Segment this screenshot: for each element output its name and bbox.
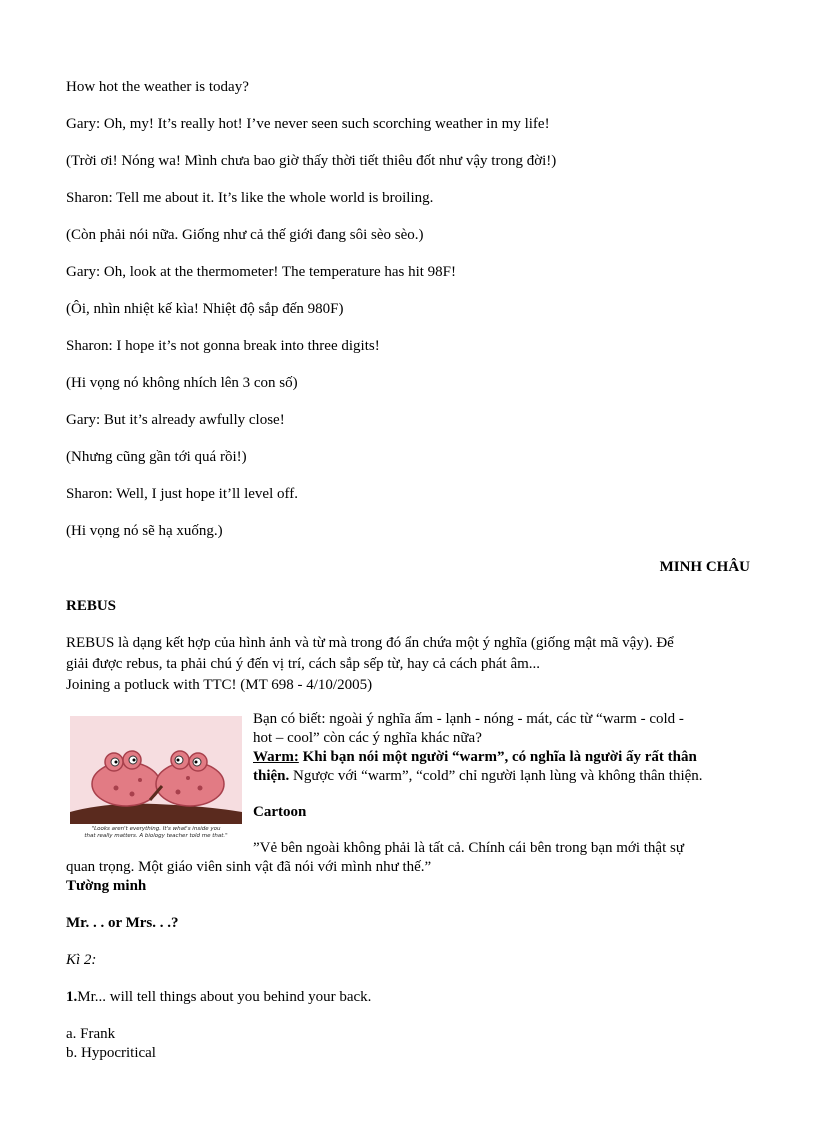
dialogue-line: Sharon: I hope it’s not gonna break into three digits! (66, 338, 380, 354)
dialogue-line: (Ôi, nhìn nhiệt kế kìa! Nhiệt độ sắp đến 980F) (66, 301, 344, 317)
did-you-know: hot – cool” còn các ý nghĩa khác nữa? (253, 730, 482, 746)
quiz-part: Kì 2: (66, 952, 97, 968)
cartoon-heading: Cartoon (253, 804, 307, 820)
warm-definition (253, 748, 697, 767)
quiz-option: a. Frank (66, 1026, 116, 1042)
author-signature: MINH CHÂU (659, 559, 750, 575)
dialogue-line: Gary: But it’s already awfully close! (66, 412, 285, 428)
dialogue-line: (Hi vọng nó không nhích lên 3 con số) (66, 375, 298, 391)
dialogue-line: (Hi vọng nó sẽ hạ xuống.) (66, 523, 223, 539)
dialogue-line: Sharon: Well, I just hope it’ll level off. (66, 486, 298, 502)
cartoon-caption: that really matters. A biology teacher told me that." (84, 833, 228, 839)
warm-bold-text: Khi bạn nói một người “warm”, có nghĩa là người ấy rất thân (298, 749, 697, 765)
cartoon-quote: quan trọng. Một giáo viên sinh vật đã nói với mình như thế.” (66, 859, 432, 875)
warm-definition (253, 767, 703, 786)
did-you-know: Bạn có biết: ngoài ý nghĩa ấm - lạnh - nóng - mát, các từ “warm - cold - (253, 711, 684, 727)
dialogue-line: (Còn phải nói nữa. Giống như cả thế giới đang sôi sèo sèo.) (66, 227, 424, 243)
cold-definition: Ngược với “warm”, “cold” chỉ người lạnh lùng và không thân thiện. (289, 768, 703, 784)
rebus-heading: REBUS (66, 598, 117, 614)
quiz-question (66, 988, 371, 1006)
dialogue-line: (Trời ơi! Nóng wa! Mình chưa bao giờ thấy thời tiết thiêu đốt như vậy trong đời!) (66, 153, 557, 169)
warm-bold-text: thiện. (253, 768, 290, 784)
rebus-source: Joining a potluck with TTC! (MT 698 - 4/10/2005) (66, 677, 373, 693)
dialogue-line: (Nhưng cũng gần tới quá rồi!) (66, 449, 247, 465)
dialogue-line: Gary: Oh, my! It’s really hot! I’ve never seen such scorching weather in my life! (66, 116, 550, 132)
dialogue-intro: How hot the weather is today? (66, 79, 249, 95)
cartoon-image (66, 712, 246, 844)
dialogue-line: Gary: Oh, look at the thermometer! The temperature has hit 98F! (66, 264, 457, 280)
warm-label: Warm: (253, 749, 299, 765)
rebus-description: giải được rebus, ta phải chú ý đến vị trí, cách sắp sếp từ, hay cả cách phát âm... (66, 656, 541, 672)
quiz-option: b. Hypocritical (66, 1045, 156, 1061)
question-number: 1. (66, 989, 78, 1005)
cartoon-quote: ”Vẻ bên ngoài không phải là tất cả. Chính cái bên trong bạn mới thật sự (253, 840, 684, 856)
dialogue-line: Sharon: Tell me about it. It’s like the whole world is broiling. (66, 190, 434, 206)
quote-author: Tường minh (66, 878, 147, 894)
question-text: Mr... will tell things about you behind your back. (77, 989, 372, 1005)
cartoon-caption: "Looks aren't everything. It's what's inside you (91, 826, 221, 832)
rebus-description: REBUS là dạng kết hợp của hình ảnh và từ mà trong đó ẩn chứa một ý nghĩa (giống mật mã vậy). Để (66, 635, 674, 651)
quiz-heading: Mr. . . or Mrs. . .? (66, 915, 179, 931)
frogs-illustration (66, 712, 246, 844)
